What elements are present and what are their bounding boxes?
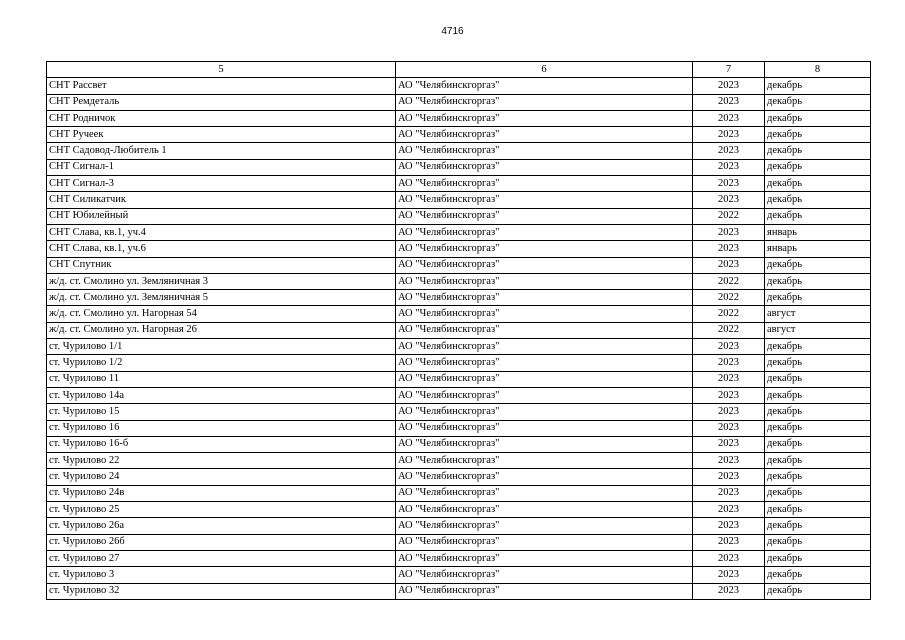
cell-year: 2023 bbox=[693, 257, 765, 273]
cell-month: декабрь bbox=[765, 143, 871, 159]
cell-object: СНТ Силикатчик bbox=[47, 192, 396, 208]
cell-object: СНТ Юбилейный bbox=[47, 208, 396, 224]
cell-object: СНТ Родничок bbox=[47, 110, 396, 126]
table-body bbox=[47, 62, 871, 600]
cell-object: ж/д. ст. Смолино ул. Земляничная 5 bbox=[47, 290, 396, 306]
cell-month: декабрь bbox=[765, 534, 871, 550]
cell-month: декабрь bbox=[765, 176, 871, 192]
table-row bbox=[47, 94, 871, 110]
cell-object: ст. Чурилово 1/1 bbox=[47, 339, 396, 355]
cell-month: август bbox=[765, 322, 871, 338]
table-row bbox=[47, 273, 871, 289]
cell-year: 2023 bbox=[693, 94, 765, 110]
column-header-5: 5 bbox=[47, 62, 396, 78]
table-row bbox=[47, 339, 871, 355]
cell-year: 2023 bbox=[693, 110, 765, 126]
cell-organization: АО "Челябинскгоргаз" bbox=[396, 290, 693, 306]
cell-organization: АО "Челябинскгоргаз" bbox=[396, 143, 693, 159]
cell-organization: АО "Челябинскгоргаз" bbox=[396, 355, 693, 371]
table-row bbox=[47, 502, 871, 518]
cell-organization: АО "Челябинскгоргаз" bbox=[396, 502, 693, 518]
cell-year: 2023 bbox=[693, 143, 765, 159]
column-header-6: 6 bbox=[396, 62, 693, 78]
cell-organization: АО "Челябинскгоргаз" bbox=[396, 241, 693, 257]
cell-year: 2023 bbox=[693, 436, 765, 452]
table-row bbox=[47, 322, 871, 338]
cell-object: ст. Чурилово 11 bbox=[47, 371, 396, 387]
cell-year: 2023 bbox=[693, 78, 765, 94]
cell-month: декабрь bbox=[765, 404, 871, 420]
cell-year: 2023 bbox=[693, 502, 765, 518]
table-row bbox=[47, 371, 871, 387]
table-row bbox=[47, 306, 871, 322]
cell-organization: АО "Челябинскгоргаз" bbox=[396, 257, 693, 273]
cell-month: январь bbox=[765, 224, 871, 240]
cell-object: ст. Чурилово 16-б bbox=[47, 436, 396, 452]
cell-object: ж/д. ст. Смолино ул. Нагорная 26 bbox=[47, 322, 396, 338]
table-row bbox=[47, 387, 871, 403]
cell-object: СНТ Рассвет bbox=[47, 78, 396, 94]
cell-organization: АО "Челябинскгоргаз" bbox=[396, 436, 693, 452]
cell-month: август bbox=[765, 306, 871, 322]
cell-organization: АО "Челябинскгоргаз" bbox=[396, 534, 693, 550]
cell-year: 2023 bbox=[693, 583, 765, 599]
cell-organization: АО "Челябинскгоргаз" bbox=[396, 485, 693, 501]
cell-month: декабрь bbox=[765, 208, 871, 224]
cell-year: 2023 bbox=[693, 550, 765, 566]
page-number: 4716 bbox=[441, 26, 464, 37]
cell-year: 2023 bbox=[693, 404, 765, 420]
cell-organization: АО "Челябинскгоргаз" bbox=[396, 192, 693, 208]
cell-object: ж/д. ст. Смолино ул. Земляничная 3 bbox=[47, 273, 396, 289]
cell-organization: АО "Челябинскгоргаз" bbox=[396, 404, 693, 420]
cell-month: декабрь bbox=[765, 371, 871, 387]
cell-month: декабрь bbox=[765, 192, 871, 208]
table-row bbox=[47, 485, 871, 501]
column-header-7: 7 bbox=[693, 62, 765, 78]
cell-year: 2022 bbox=[693, 290, 765, 306]
cell-organization: АО "Челябинскгоргаз" bbox=[396, 339, 693, 355]
table-row bbox=[47, 567, 871, 583]
table-row bbox=[47, 534, 871, 550]
cell-month: декабрь bbox=[765, 273, 871, 289]
cell-year: 2023 bbox=[693, 371, 765, 387]
cell-object: ст. Чурилово 16 bbox=[47, 420, 396, 436]
cell-object: ст. Чурилово 1/2 bbox=[47, 355, 396, 371]
cell-object: СНТ Садовод-Любитель 1 bbox=[47, 143, 396, 159]
cell-organization: АО "Челябинскгоргаз" bbox=[396, 78, 693, 94]
cell-month: декабрь bbox=[765, 485, 871, 501]
table-row bbox=[47, 127, 871, 143]
cell-organization: АО "Челябинскгоргаз" bbox=[396, 110, 693, 126]
cell-month: декабрь bbox=[765, 159, 871, 175]
cell-object: СНТ Сигнал-3 bbox=[47, 176, 396, 192]
cell-organization: АО "Челябинскгоргаз" bbox=[396, 224, 693, 240]
cell-organization: АО "Челябинскгоргаз" bbox=[396, 387, 693, 403]
table-row bbox=[47, 224, 871, 240]
table-row bbox=[47, 143, 871, 159]
cell-month: декабрь bbox=[765, 469, 871, 485]
table-row bbox=[47, 110, 871, 126]
cell-year: 2023 bbox=[693, 224, 765, 240]
table-row bbox=[47, 290, 871, 306]
data-table bbox=[46, 61, 871, 600]
cell-object: ст. Чурилово 3 bbox=[47, 567, 396, 583]
cell-object: ст. Чурилово 14а bbox=[47, 387, 396, 403]
cell-year: 2022 bbox=[693, 306, 765, 322]
table-row bbox=[47, 453, 871, 469]
cell-year: 2023 bbox=[693, 355, 765, 371]
cell-month: декабрь bbox=[765, 583, 871, 599]
table-row bbox=[47, 518, 871, 534]
table-row bbox=[47, 78, 871, 94]
cell-year: 2022 bbox=[693, 208, 765, 224]
cell-year: 2023 bbox=[693, 241, 765, 257]
cell-year: 2023 bbox=[693, 339, 765, 355]
table-row bbox=[47, 420, 871, 436]
cell-month: декабрь bbox=[765, 78, 871, 94]
cell-year: 2023 bbox=[693, 387, 765, 403]
cell-month: декабрь bbox=[765, 453, 871, 469]
cell-object: ст. Чурилово 15 bbox=[47, 404, 396, 420]
cell-month: декабрь bbox=[765, 290, 871, 306]
cell-organization: АО "Челябинскгоргаз" bbox=[396, 583, 693, 599]
cell-month: декабрь bbox=[765, 127, 871, 143]
cell-year: 2023 bbox=[693, 485, 765, 501]
cell-object: ст. Чурилово 24 bbox=[47, 469, 396, 485]
cell-year: 2023 bbox=[693, 127, 765, 143]
table-row bbox=[47, 257, 871, 273]
cell-organization: АО "Челябинскгоргаз" bbox=[396, 371, 693, 387]
cell-object: СНТ Сигнал-1 bbox=[47, 159, 396, 175]
cell-year: 2023 bbox=[693, 192, 765, 208]
column-header-8: 8 bbox=[765, 62, 871, 78]
cell-organization: АО "Челябинскгоргаз" bbox=[396, 469, 693, 485]
cell-month: декабрь bbox=[765, 339, 871, 355]
cell-year: 2023 bbox=[693, 176, 765, 192]
cell-organization: АО "Челябинскгоргаз" bbox=[396, 420, 693, 436]
cell-organization: АО "Челябинскгоргаз" bbox=[396, 322, 693, 338]
cell-month: декабрь bbox=[765, 567, 871, 583]
table-row bbox=[47, 550, 871, 566]
cell-month: декабрь bbox=[765, 550, 871, 566]
cell-object: СНТ Спутник bbox=[47, 257, 396, 273]
table-header-row bbox=[47, 62, 871, 78]
cell-month: январь bbox=[765, 241, 871, 257]
cell-year: 2022 bbox=[693, 322, 765, 338]
cell-organization: АО "Челябинскгоргаз" bbox=[396, 273, 693, 289]
table-row bbox=[47, 241, 871, 257]
cell-organization: АО "Челябинскгоргаз" bbox=[396, 127, 693, 143]
cell-organization: АО "Челябинскгоргаз" bbox=[396, 94, 693, 110]
table-row bbox=[47, 355, 871, 371]
cell-object: СНТ Слава, кв.1, уч.6 bbox=[47, 241, 396, 257]
cell-object: ст. Чурилово 24в bbox=[47, 485, 396, 501]
cell-year: 2022 bbox=[693, 273, 765, 289]
cell-month: декабрь bbox=[765, 502, 871, 518]
cell-month: декабрь bbox=[765, 110, 871, 126]
cell-organization: АО "Челябинскгоргаз" bbox=[396, 453, 693, 469]
table-row bbox=[47, 176, 871, 192]
cell-object: СНТ Ручеек bbox=[47, 127, 396, 143]
table-row bbox=[47, 436, 871, 452]
cell-object: СНТ Слава, кв.1, уч.4 bbox=[47, 224, 396, 240]
cell-object: ст. Чурилово 26а bbox=[47, 518, 396, 534]
cell-year: 2023 bbox=[693, 534, 765, 550]
table-row bbox=[47, 404, 871, 420]
cell-object: ст. Чурилово 25 bbox=[47, 502, 396, 518]
cell-organization: АО "Челябинскгоргаз" bbox=[396, 176, 693, 192]
cell-month: декабрь bbox=[765, 420, 871, 436]
table-row bbox=[47, 159, 871, 175]
cell-year: 2023 bbox=[693, 518, 765, 534]
cell-month: декабрь bbox=[765, 436, 871, 452]
cell-month: декабрь bbox=[765, 387, 871, 403]
cell-object: СНТ Ремдеталь bbox=[47, 94, 396, 110]
cell-object: ст. Чурилово 32 bbox=[47, 583, 396, 599]
cell-year: 2023 bbox=[693, 420, 765, 436]
cell-organization: АО "Челябинскгоргаз" bbox=[396, 306, 693, 322]
cell-month: декабрь bbox=[765, 257, 871, 273]
cell-object: ст. Чурилово 27 bbox=[47, 550, 396, 566]
cell-organization: АО "Челябинскгоргаз" bbox=[396, 159, 693, 175]
cell-organization: АО "Челябинскгоргаз" bbox=[396, 518, 693, 534]
table-row bbox=[47, 583, 871, 599]
cell-object: ст. Чурилово 22 bbox=[47, 453, 396, 469]
table-row bbox=[47, 469, 871, 485]
cell-year: 2023 bbox=[693, 453, 765, 469]
cell-month: декабрь bbox=[765, 518, 871, 534]
cell-object: ст. Чурилово 26б bbox=[47, 534, 396, 550]
cell-year: 2023 bbox=[693, 567, 765, 583]
table-row bbox=[47, 192, 871, 208]
cell-organization: АО "Челябинскгоргаз" bbox=[396, 208, 693, 224]
cell-object: ж/д. ст. Смолино ул. Нагорная 54 bbox=[47, 306, 396, 322]
cell-organization: АО "Челябинскгоргаз" bbox=[396, 567, 693, 583]
cell-organization: АО "Челябинскгоргаз" bbox=[396, 550, 693, 566]
cell-year: 2023 bbox=[693, 159, 765, 175]
cell-year: 2023 bbox=[693, 469, 765, 485]
cell-month: декабрь bbox=[765, 94, 871, 110]
table-row bbox=[47, 208, 871, 224]
cell-month: декабрь bbox=[765, 355, 871, 371]
